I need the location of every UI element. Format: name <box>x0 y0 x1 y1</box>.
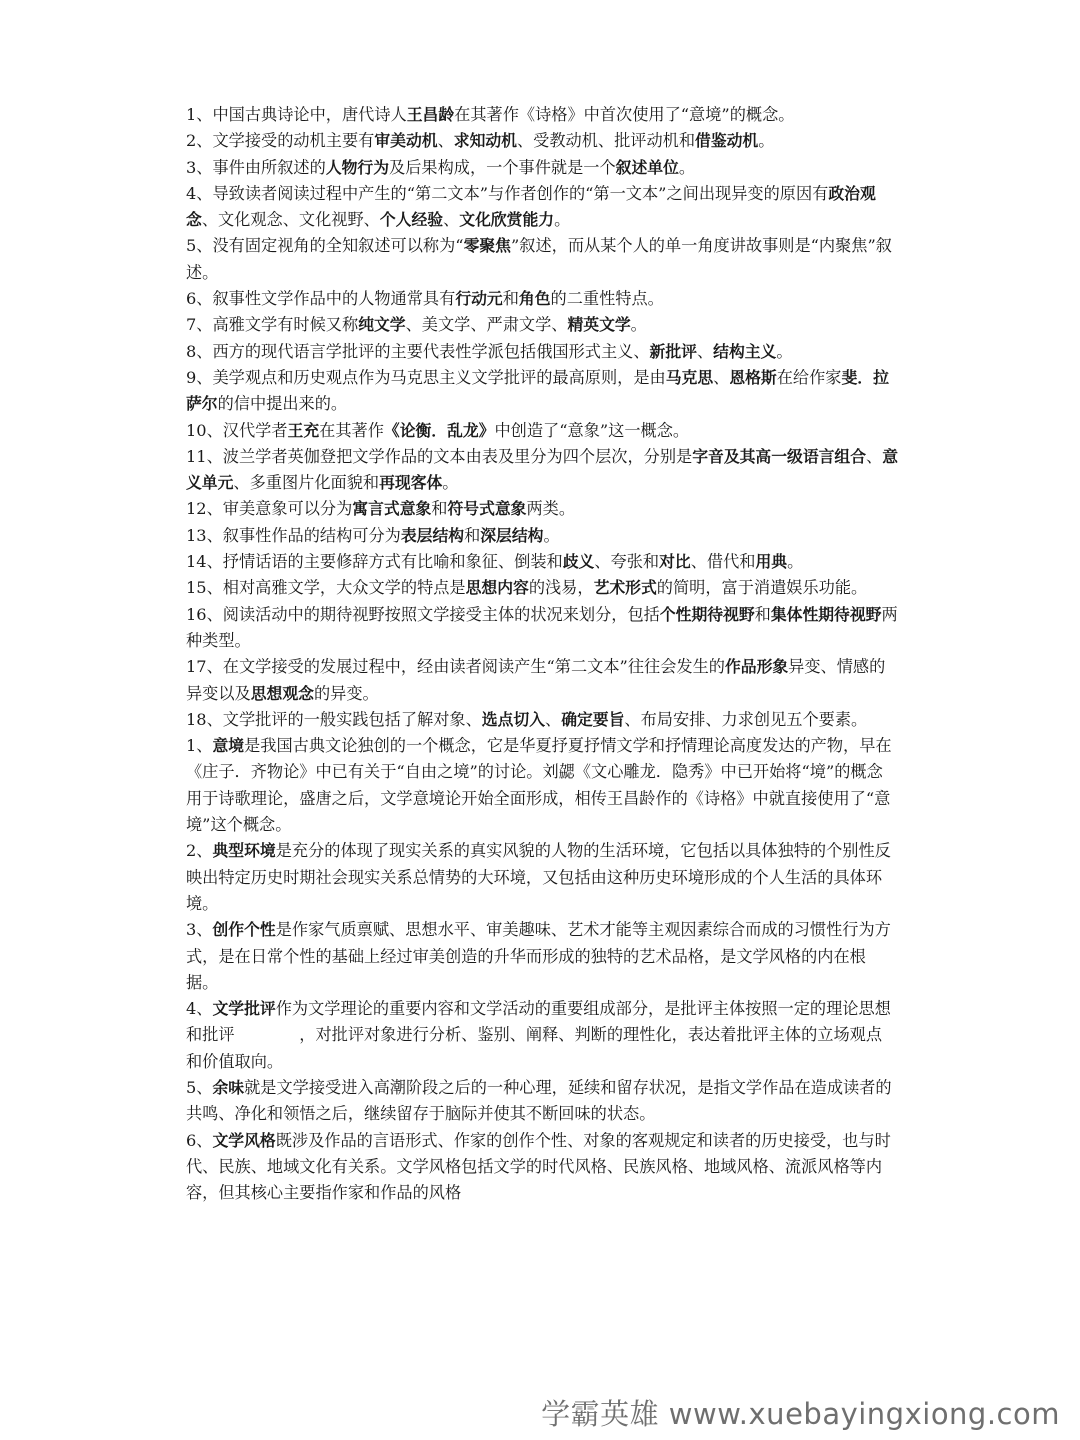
paragraph <box>186 418 898 444</box>
bold-term: 纯文学 <box>358 315 406 335</box>
paragraph <box>186 286 898 312</box>
text-run: 4、 <box>186 999 213 1019</box>
text-run: 。 <box>678 157 696 177</box>
paragraph <box>186 496 898 522</box>
bold-term: 王昌龄 <box>406 105 455 124</box>
text-run: 。 <box>543 525 560 545</box>
text-run: 和 <box>431 499 448 519</box>
text-run: 5、没有固定视角的全知叙述可以称为“ <box>186 236 464 256</box>
text-run: 6、 <box>186 1130 213 1150</box>
paragraph <box>186 1128 898 1207</box>
text-run: 4、导致读者阅读过程中产生的“第二文本”与作者创作的“第一文本”之间出现异变的原因有 <box>186 183 829 203</box>
bold-term: 斐．拉萨尔 <box>186 367 889 414</box>
text-run: 和 <box>754 604 771 624</box>
bold-term: 字音及其高一级语言组合 <box>692 446 867 466</box>
bold-term: 政治观念 <box>186 183 876 230</box>
text-run: 6、叙事性文学作品中的人物通常具有 <box>186 289 456 309</box>
paragraph <box>186 233 898 286</box>
bold-term: 思想内容 <box>465 578 529 598</box>
text-run: 7、高雅文学有时候又称 <box>186 315 359 335</box>
text-run: 、 <box>443 210 460 230</box>
paragraph <box>186 707 898 733</box>
text-run: 13、叙事性作品的结构可分为 <box>186 525 401 545</box>
bold-term: 马克思 <box>665 367 714 387</box>
text-run: 、 <box>437 131 454 151</box>
text-run: 。 <box>776 341 793 361</box>
bold-term: 再现客体 <box>379 473 443 493</box>
paragraph <box>186 602 898 655</box>
paragraph <box>186 917 898 996</box>
text-run: 11、波兰学者英伽登把文学作品的文本由表及里分为四个层次，分别是 <box>186 446 693 466</box>
bold-term: 艺术形式 <box>593 578 657 598</box>
text-run: 。 <box>442 473 459 493</box>
bold-term: 符号式意象 <box>447 499 527 519</box>
paragraph <box>186 1075 898 1128</box>
text-run: 9、美学观点和历史观点作为马克思主义文学批评的最高原则，是由 <box>186 367 666 387</box>
text-run: 。 <box>554 210 571 230</box>
text-run: 。 <box>787 552 804 572</box>
text-run: ”叙述，而从某个人的单一角度讲故事则是“内聚焦”叙述。 <box>186 236 892 282</box>
paragraph <box>186 996 898 1075</box>
text-run: 及后果构成，一个事件就是一个 <box>389 157 616 177</box>
text-run: 是作家气质禀赋、思想水平、审美趣味、艺术才能等主观因素综合而成的习惯性行为方式，是在日常个性的基础上经过审美创造的升华而形成的独特的艺术品格，是文学风格的内在根据。 <box>186 920 891 992</box>
bold-term: 寓言式意象 <box>352 499 432 519</box>
text-run: 和 <box>502 289 519 309</box>
text-run: 两种类型。 <box>186 604 898 650</box>
bold-term: 文学风格 <box>212 1130 276 1150</box>
paragraph <box>186 444 898 497</box>
text-run: 。 <box>630 315 647 335</box>
text-run: 1、中国古典诗论中，唐代诗人 <box>186 105 407 124</box>
bold-term: 个人经验 <box>379 210 444 230</box>
text-run: 就是文学接受进入高潮阶段之后的一种心理，延续和留存状况，是指文学作品在造成读者的共鸣、净化和领悟之后，继续留存于脑际并使其不断回味的状态。 <box>186 1077 892 1124</box>
bold-term: 人物行为 <box>325 157 390 177</box>
paragraph <box>186 339 898 365</box>
text-run: 8、西方的现代语言学批评的主要代表性学派包括俄国形式主义、 <box>186 341 650 361</box>
text-run: 2、 <box>186 841 213 861</box>
text-run: 的信中提出来的。 <box>217 394 348 414</box>
text-run: 是我国古典文论独创的一个概念，它是华夏抒夏抒情文学和抒情理论高度发达的产物，早在《庄子．齐物论》中已有关于“自由之境”的讨论。刘勰《文心雕龙．隐秀》中已开始将“境”的概念用于诗歌理论，盛唐之后，文学意境论开始全面形成，相传王昌龄作的《诗格》中就直接使用了“意境”这个概念。 <box>186 736 892 835</box>
bold-term: 思想观念 <box>250 683 314 703</box>
text-run: 的浅易， <box>528 578 594 598</box>
bold-term: 歧义 <box>562 552 595 572</box>
paragraph <box>186 523 898 549</box>
bold-term: 创作个性 <box>212 920 276 940</box>
text-run: 3、 <box>186 920 213 940</box>
bold-term: 零聚焦 <box>463 236 511 256</box>
bold-term: 文化欣赏能力 <box>459 210 555 230</box>
text-run: 既涉及作品的言语形式、作家的创作个性、对象的客观规定和读者的历史接受，也与时代、民族、地域文化有关系。文学风格包括文学的时代风格、民族风格、地域风格、流派风格等内容，但其核心主要指作家和作品的风格 <box>186 1130 891 1203</box>
bold-term: 意境 <box>212 736 245 756</box>
bold-term: 恩格斯 <box>729 367 777 387</box>
bold-term: 选点切入 <box>481 709 545 729</box>
paragraph <box>186 575 898 601</box>
text-run: 是充分的体现了现实关系的真实风貌的人物的生活环境，它包括以具体独特的个别性反映出特定历史时期社会现实关系总情势的大环境，又包括由这种历史环境形成的个人生活的具体环境。 <box>186 841 891 913</box>
bold-term: 集体性期待视野 <box>770 604 882 624</box>
bold-term: 表层结构 <box>400 525 465 545</box>
paragraph <box>186 155 898 181</box>
bold-term: 审美动机 <box>374 131 438 151</box>
text-run: 、 <box>713 367 730 387</box>
bold-term: 行动元 <box>455 289 503 309</box>
text-run: 、多重图片化面貌和 <box>233 473 380 493</box>
paragraph <box>186 654 898 707</box>
bold-term: 新批评 <box>649 341 697 361</box>
text-run: 、 <box>545 709 562 729</box>
bold-term: 对比 <box>659 552 691 572</box>
text-run: 、夸张和 <box>594 552 660 572</box>
text-run: 3、事件由所叙述的 <box>186 157 326 177</box>
document-body <box>186 102 898 1206</box>
text-run: 的简明，富于消遣娱乐功能。 <box>656 578 868 598</box>
bold-term: 借鉴动机 <box>695 131 759 151</box>
bold-term: 《论衡．乱龙》 <box>383 420 495 440</box>
bold-term: 用典 <box>755 552 788 572</box>
text-run: 12、审美意象可以分为 <box>186 499 353 519</box>
paragraph <box>186 312 898 338</box>
bold-term: 深层结构 <box>480 525 544 545</box>
paragraph <box>186 549 898 575</box>
bold-term: 个性期待视野 <box>659 604 755 624</box>
paragraph <box>186 128 898 154</box>
text-run: 2、文学接受的动机主要有 <box>186 131 375 151</box>
text-run: 作为文学理论的重要内容和文学活动的重要组成部分，是批评主体按照一定的理论思想和批评 ，对批评对象进行分析、鉴别、阐释、判断的理性化，表达着批评主体的立场观点和价值取向。 <box>186 999 891 1071</box>
bold-term: 精英文学 <box>567 315 631 335</box>
text-run: 、布局安排、力求创见五个要素。 <box>624 709 868 729</box>
bold-term: 确定要旨 <box>561 709 625 729</box>
text-run: 5、 <box>186 1077 213 1097</box>
text-run: 在其著作《诗格》中首次使用了“意境”的概念。 <box>454 105 795 124</box>
text-run: 。 <box>758 131 775 151</box>
text-run: 、受教动机、批评动机和 <box>516 131 696 151</box>
bold-term: 求知动机 <box>453 131 517 151</box>
text-run: 中创造了“意象”这一概念。 <box>494 420 690 440</box>
text-run: 和 <box>464 525 481 545</box>
text-run: 14、抒情话语的主要修辞方式有比喻和象征、倒装和 <box>186 552 563 572</box>
paragraph <box>186 102 898 128</box>
text-run: 两类。 <box>526 499 576 519</box>
bold-term: 叙述单位 <box>615 157 679 177</box>
paragraph <box>186 181 898 234</box>
text-run: 、文化观念、文化视野、 <box>201 210 380 230</box>
bold-term: 王充 <box>287 420 320 440</box>
text-run: 、 <box>696 341 714 361</box>
text-run: 、美文学、严肃文学、 <box>405 315 568 335</box>
bold-term: 余味 <box>212 1077 245 1097</box>
text-run: 、 <box>866 446 883 466</box>
text-run: 10、汉代学者 <box>186 420 288 440</box>
text-run: 在给作家 <box>776 367 842 387</box>
paragraph <box>186 838 898 917</box>
text-run: 的二重性特点。 <box>550 289 664 309</box>
bold-term: 意义单元 <box>186 446 899 493</box>
text-run: 的异变。 <box>313 683 379 703</box>
bold-term: 文学批评 <box>212 999 276 1019</box>
text-run: 17、在文学接受的发展过程中，经由读者阅读产生“第二文本”往往会发生的 <box>186 657 725 677</box>
bold-term: 角色 <box>518 289 551 309</box>
site-watermark: 学霸英雄 www.xuebayingxiong.com <box>541 1397 1060 1431</box>
bold-term: 作品形象 <box>724 657 789 677</box>
text-run: 16、阅读活动中的期待视野按照文学接受主体的状况来划分，包括 <box>186 604 660 624</box>
text-run: 在其著作 <box>319 420 384 440</box>
bold-term: 典型环境 <box>212 841 276 861</box>
paragraph <box>186 365 898 418</box>
bold-term: 结构主义 <box>713 341 777 361</box>
text-run: 15、相对高雅文学，大众文学的特点是 <box>186 578 466 598</box>
text-run: 18、文学批评的一般实践包括了解对象、 <box>186 709 482 729</box>
text-run: 、借代和 <box>690 552 756 572</box>
text-run: 1、 <box>186 736 213 756</box>
paragraph <box>186 733 898 838</box>
text-run: 异变、情感的异变以及 <box>186 657 886 703</box>
